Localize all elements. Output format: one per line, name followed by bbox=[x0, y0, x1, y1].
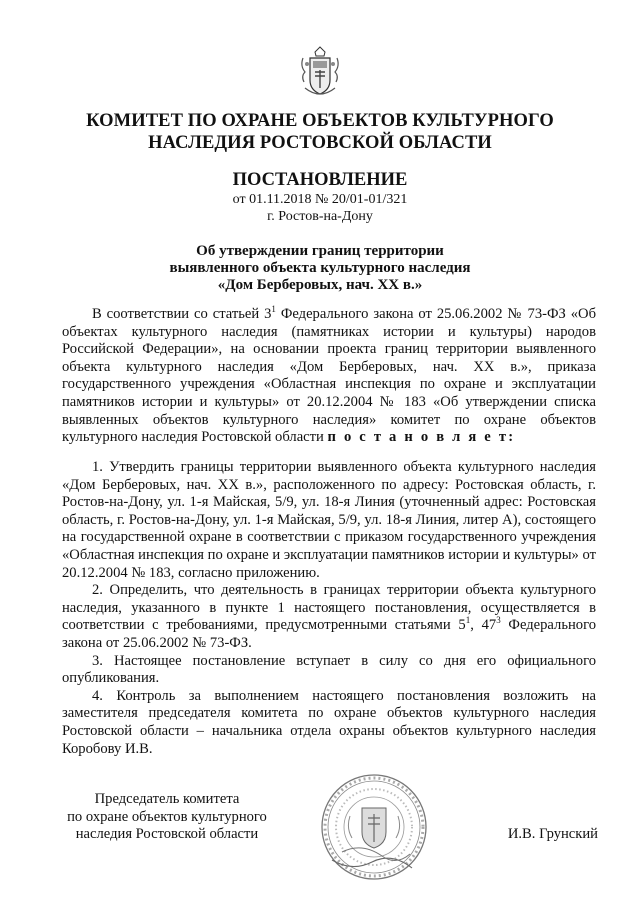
organization-name-line1: КОМИТЕТ ПО ОХРАНЕ ОБЪЕКТОВ КУЛЬТУРНОГО bbox=[86, 111, 554, 131]
signatory-name: И.В. Грунский bbox=[507, 826, 598, 842]
preamble-text-start: В соответствии со статьей 3 bbox=[92, 306, 272, 322]
coat-of-arms-emblem bbox=[297, 44, 343, 102]
item-2-text-end: Федерального закона от 25.06.2002 № 73-ФЗ. bbox=[62, 617, 597, 651]
document-type: ПОСТАНОВЛЕНИЕ bbox=[232, 170, 408, 190]
subject-line1: Об утверждении границ территории bbox=[196, 243, 444, 259]
signatory-position-line1: Председатель комитета bbox=[94, 791, 240, 807]
item-1: 1. Утвердить границы территории выявленного объекта культурного наследия «Дом Берберовых, нач. XX в.», расположенного по адресу: Ростовская область, г. Ростов-на-Дону, ул. 1-я Майская, 5/9, ул. 18-я Линия (уточненный адрес: Ростовская область, г. Ростов-на-Дону, ул. 1-я Майская, 5/9, ул. 18-я Линия, литер А), состоящего на государственной охране в соответствии с приказом государственного учреждения «Областная инспекция по охране и эксплуатации памятников истории и культуры» от 20.12.2004 № 183, согласно приложению. bbox=[62, 459, 596, 581]
item-2-superscript-1: 1 bbox=[465, 615, 471, 626]
item-2-text-start: 2. Определить, что деятельность в границах территории объекта культурного наследия, указанного в пункте 1 настоящего постановления, осуществляется в соответствии с требованиями, предусмотренными статьями 5 bbox=[62, 582, 596, 634]
signatory-position-line3: наследия Ростовской области bbox=[75, 826, 259, 843]
preamble-paragraph bbox=[62, 306, 596, 447]
item-4: 4. Контроль за выполнением настоящего постановления возложить на заместителя председателя комитета по охране объектов культурного наследия Ростовской области – начальника отдела охраны объектов культурного наследия Коробову И.В. bbox=[62, 687, 596, 757]
official-seal-stamp bbox=[312, 772, 436, 882]
item-3: 3. Настоящее постановление вступает в силу со дня его официального опубликования. bbox=[62, 652, 596, 687]
preamble-text-rest: Федерального закона от 25.06.2002 № 73-ФЗ «Об объектах культурного наследия (памятниках истории и культуры) народов Российской Федерации», на основании проекта границ территории выявленного объекта культурного наследия «Дом Берберовых, нач. XX в.», приказа государственного учреждения «Областная инспекция по охране и эксплуатации памятников истории и культуры» от 20.12.2004 № 183 «Об утверждении списка выявленных объектов культурного наследия» комитет по охране объектов культурного наследия Ростовской области bbox=[62, 306, 596, 446]
item-2 bbox=[62, 582, 596, 652]
resolves-word: п о с т а н о в л я е т: bbox=[327, 429, 516, 446]
subject-line3: «Дом Берберовых, нач. XX в.» bbox=[217, 277, 423, 293]
preamble-superscript: 1 bbox=[271, 304, 276, 315]
signatory-position bbox=[62, 791, 272, 844]
document-city: г. Ростов-на-Дону bbox=[267, 209, 373, 224]
subject-line2: выявленного объекта культурного наследия bbox=[169, 260, 471, 276]
item-2-superscript-2: 3 bbox=[496, 615, 501, 626]
item-2-text-mid: , 47 bbox=[470, 617, 497, 634]
resolution-items bbox=[62, 459, 596, 758]
organization-name-line2: НАСЛЕДИЯ РОСТОВСКОЙ ОБЛАСТИ bbox=[148, 133, 492, 153]
signatory-position-line2: по охране объектов культурного bbox=[67, 808, 267, 825]
document-date-number: от 01.11.2018 № 20/01-01/321 bbox=[232, 192, 408, 207]
